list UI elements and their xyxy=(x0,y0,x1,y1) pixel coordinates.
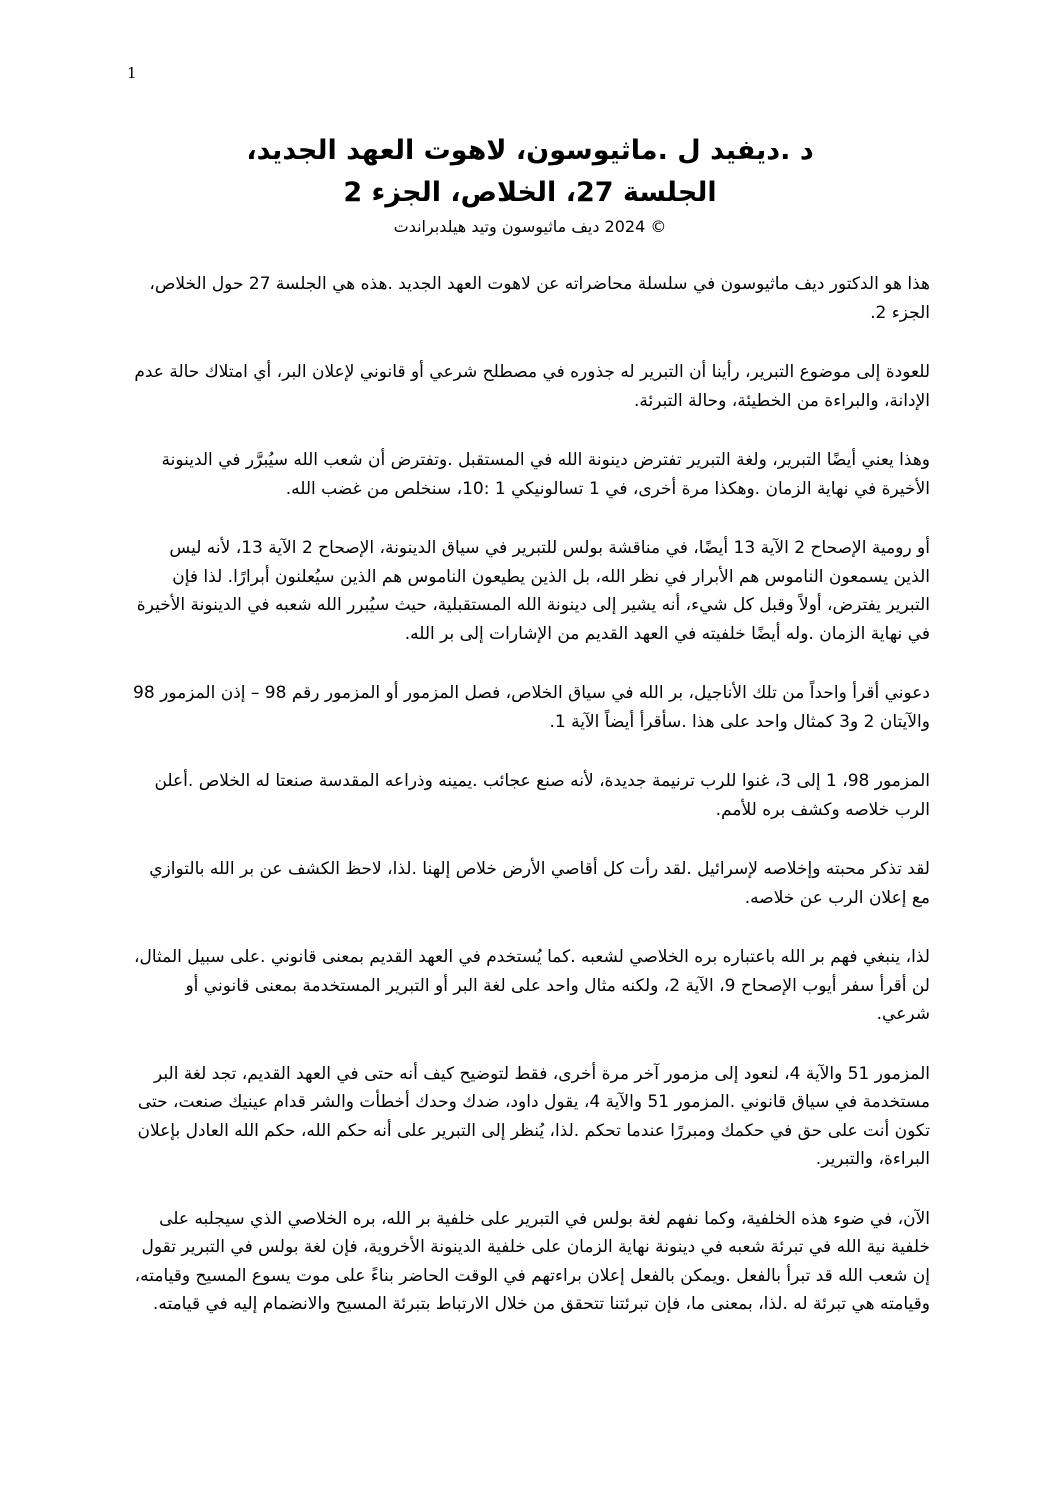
paragraph: المزمور 51 والآية 4، لنعود إلى مزمور آخر مرة أخرى، فقط لتوضيح كيف أنه حتى في العهد القديم، تجد لغة البر مستخدمة في سياق قانوني .المزمور 51 والآية 4، يقول داود، ضدك وحدك أخطأت والشر قدام عينيك صنعت، حتى تكون أنت على حق في حكمك ومبررًا عندما تحكم .لذا، يُنظر إلى التبرير على أنه حكم الله، حكم الله العادل بإعلان البراءة، والتبرير. xyxy=(137,1063,930,1169)
paragraph: للعودة إلى موضوع التبرير، رأينا أن التبرير له جذوره في مصطلح شرعي أو قانوني لإعلان البر، أي امتلاك حالة عدم الإدانة، والبراءة من الخطيئة، وحالة التبرئة. xyxy=(134,362,930,411)
paragraph: المزمور 98، 1 إلى 3، غنوا للرب ترنيمة جديدة، لأنه صنع عجائب .يمينه وذراعه المقدسة صنعتا له الخلاص .أعلن الرب خلاصه وكشف بره للأمم. xyxy=(154,771,930,820)
title-line-1: د .ديفيد ل .ماثيوسون، لاهوت العهد الجديد، xyxy=(246,135,814,166)
page-number: 1 xyxy=(127,64,137,82)
document-body xyxy=(130,270,930,1350)
paragraph: لقد تذكر محبته وإخلاصه لإسرائيل .لقد رأت كل أقاصي الأرض خلاص إلهنا .لذا، لاحظ الكشف عن بر الله بالتوازي مع إعلان الرب عن خلاصه. xyxy=(149,859,930,908)
paragraph: دعوني أقرأ واحداً من تلك الأناجيل، بر الله في سياق الخلاص، فصل المزمور أو المزمور رقم 98 – إذن المزمور 98 والآيتان 2 و3 كمثال واحد على هذا .سأقرأ أيضاً الآية 1. xyxy=(133,683,930,732)
copyright-line: © 2024 ديف ماثيوسون وتيد هيلدبراندت xyxy=(393,217,667,236)
paragraph: الآن، في ضوء هذه الخلفية، وكما نفهم لغة بولس في التبرير على خلفية بر الله، بره الخلاصي الذي سيجلبه على خلفية نية الله في تبرئة شعبه في دينونة نهاية الزمان على خلفية الدينونة الأخروية، فإن لغة بولس في التبرير تقول إن شعب الله قد تبرأ بالفعل .ويمكن بالفعل إعلان براءتهم في الوقت الحاضر بناءً على موت يسوع المسيح وقيامته، وقيامته هي تبرئة له .لذا، بمعنى ما، فإن تبرئتنا تتحقق من خلال الارتباط بتبرئة المسيح والانضمام إليه في قيامته. xyxy=(134,1208,930,1314)
paragraph: هذا هو الدكتور ديف ماثيوسون في سلسلة محاضراته عن لاهوت العهد الجديد .هذه هي الجلسة 27 حول الخلاص، الجزء 2. xyxy=(149,274,930,323)
paragraph: لذا، ينبغي فهم بر الله باعتباره بره الخلاصي لشعبه .كما يُستخدم في العهد القديم بمعنى قانوني .على سبيل المثال، لن أقرأ سفر أيوب الإصحاح 9، الآية 2، ولكنه مثال واحد على لغة البر أو التبرير المستخدمة بمعنى قانوني أو شرعي. xyxy=(134,947,930,1024)
paragraph: وهذا يعني أيضًا التبرير، ولغة التبرير تفترض دينونة الله في المستقبل .وتفترض أن شعب الله سيُبرَّر في الدينونة الأخيرة في نهاية الزمان .وهكذا مرة أخرى، في 1 تسالونيكي 1 :10، سنخلص من غضب الله. xyxy=(161,450,930,499)
document-header xyxy=(130,130,930,240)
title-line-2: الجلسة 27، الخلاص، الجزء 2 xyxy=(343,177,717,208)
paragraph: أو رومية الإصحاح 2 الآية 13 أيضًا، في مناقشة بولس للتبرير في سياق الدينونة، الإصحاح 2 الآية 13، لأنه ليس الذين يسمعون الناموس هم الأبرار في نظر الله، بل الذين يطيعون الناموس هم الذين سيُعلنون أبرارًا. لذا فإن التبرير يفترض، أولاً وقبل كل شيء، أنه يشير إلى دينونة الله المستقبلية، حيث سيُبرر الله شعبه في الدينونة الأخيرة في نهاية الزمان .وله أيضًا خلفيته في العهد القديم من الإشارات إلى بر الله. xyxy=(136,538,930,644)
